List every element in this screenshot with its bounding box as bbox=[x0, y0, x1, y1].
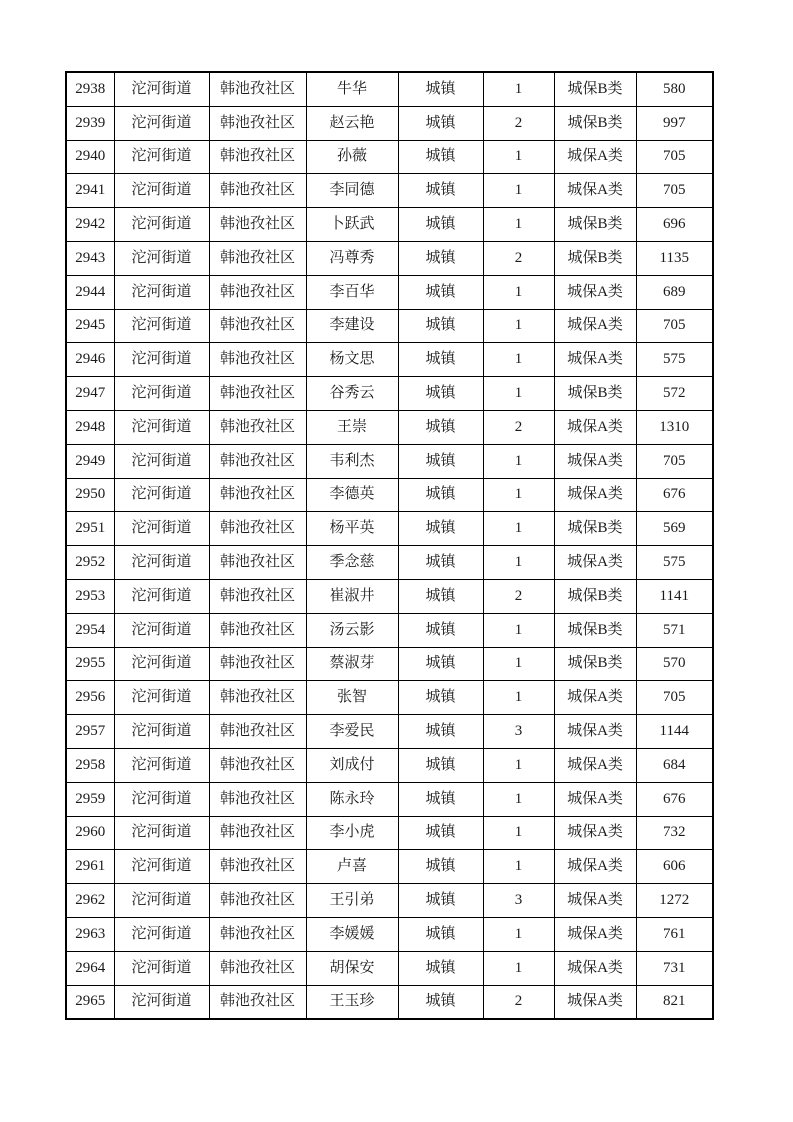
cell-community: 韩池孜社区 bbox=[209, 106, 306, 140]
cell-street: 沱河街道 bbox=[114, 241, 209, 275]
cell-category: 城镇 bbox=[398, 917, 483, 951]
cell-insurance-type: 城保A类 bbox=[554, 343, 636, 377]
table-row bbox=[66, 782, 713, 816]
cell-category: 城镇 bbox=[398, 241, 483, 275]
cell-community: 韩池孜社区 bbox=[209, 917, 306, 951]
cell-insurance-type: 城保A类 bbox=[554, 951, 636, 985]
cell-person-name: 王崇 bbox=[306, 410, 398, 444]
table-row bbox=[66, 275, 713, 309]
cell-person-name: 李爱民 bbox=[306, 715, 398, 749]
cell-street: 沱河街道 bbox=[114, 782, 209, 816]
cell-person-name: 王玉珍 bbox=[306, 985, 398, 1019]
cell-street: 沱河街道 bbox=[114, 748, 209, 782]
cell-count: 2 bbox=[483, 410, 554, 444]
table-row bbox=[66, 985, 713, 1019]
cell-category: 城镇 bbox=[398, 850, 483, 884]
cell-insurance-type: 城保A类 bbox=[554, 140, 636, 174]
cell-id: 2942 bbox=[66, 208, 114, 242]
cell-id: 2951 bbox=[66, 512, 114, 546]
cell-category: 城镇 bbox=[398, 72, 483, 106]
cell-community: 韩池孜社区 bbox=[209, 140, 306, 174]
cell-street: 沱河街道 bbox=[114, 343, 209, 377]
cell-street: 沱河街道 bbox=[114, 140, 209, 174]
cell-community: 韩池孜社区 bbox=[209, 647, 306, 681]
cell-id: 2964 bbox=[66, 951, 114, 985]
cell-person-name: 李建设 bbox=[306, 309, 398, 343]
cell-community: 韩池孜社区 bbox=[209, 748, 306, 782]
cell-id: 2953 bbox=[66, 579, 114, 613]
cell-insurance-type: 城保A类 bbox=[554, 478, 636, 512]
cell-count: 1 bbox=[483, 512, 554, 546]
cell-person-name: 王引弟 bbox=[306, 884, 398, 918]
cell-street: 沱河街道 bbox=[114, 579, 209, 613]
records-table-body bbox=[66, 72, 713, 1019]
cell-category: 城镇 bbox=[398, 884, 483, 918]
table-row bbox=[66, 410, 713, 444]
cell-community: 韩池孜社区 bbox=[209, 546, 306, 580]
cell-amount: 696 bbox=[636, 208, 713, 242]
cell-amount: 572 bbox=[636, 377, 713, 411]
cell-insurance-type: 城保A类 bbox=[554, 715, 636, 749]
cell-street: 沱河街道 bbox=[114, 850, 209, 884]
cell-person-name: 李同德 bbox=[306, 174, 398, 208]
cell-person-name: 杨平英 bbox=[306, 512, 398, 546]
table-row bbox=[66, 613, 713, 647]
records-table bbox=[65, 71, 714, 1020]
cell-count: 1 bbox=[483, 546, 554, 580]
cell-category: 城镇 bbox=[398, 343, 483, 377]
cell-person-name: 牛华 bbox=[306, 72, 398, 106]
cell-count: 1 bbox=[483, 140, 554, 174]
cell-insurance-type: 城保A类 bbox=[554, 816, 636, 850]
cell-count: 1 bbox=[483, 309, 554, 343]
cell-community: 韩池孜社区 bbox=[209, 241, 306, 275]
cell-person-name: 杨文思 bbox=[306, 343, 398, 377]
cell-person-name: 李媛媛 bbox=[306, 917, 398, 951]
cell-person-name: 李百华 bbox=[306, 275, 398, 309]
table-row bbox=[66, 106, 713, 140]
table-row bbox=[66, 748, 713, 782]
cell-street: 沱河街道 bbox=[114, 951, 209, 985]
cell-amount: 1144 bbox=[636, 715, 713, 749]
cell-community: 韩池孜社区 bbox=[209, 951, 306, 985]
cell-person-name: 冯尊秀 bbox=[306, 241, 398, 275]
cell-amount: 684 bbox=[636, 748, 713, 782]
cell-category: 城镇 bbox=[398, 681, 483, 715]
cell-street: 沱河街道 bbox=[114, 546, 209, 580]
cell-amount: 705 bbox=[636, 174, 713, 208]
cell-amount: 676 bbox=[636, 782, 713, 816]
cell-amount: 705 bbox=[636, 444, 713, 478]
table-row bbox=[66, 917, 713, 951]
cell-street: 沱河街道 bbox=[114, 917, 209, 951]
cell-count: 1 bbox=[483, 613, 554, 647]
cell-person-name: 李小虎 bbox=[306, 816, 398, 850]
table-row bbox=[66, 579, 713, 613]
cell-insurance-type: 城保B类 bbox=[554, 377, 636, 411]
cell-id: 2952 bbox=[66, 546, 114, 580]
cell-id: 2939 bbox=[66, 106, 114, 140]
table-row bbox=[66, 884, 713, 918]
cell-amount: 1135 bbox=[636, 241, 713, 275]
cell-amount: 569 bbox=[636, 512, 713, 546]
cell-amount: 580 bbox=[636, 72, 713, 106]
cell-category: 城镇 bbox=[398, 478, 483, 512]
cell-insurance-type: 城保A类 bbox=[554, 410, 636, 444]
cell-count: 1 bbox=[483, 681, 554, 715]
cell-person-name: 李德英 bbox=[306, 478, 398, 512]
cell-count: 2 bbox=[483, 106, 554, 140]
cell-insurance-type: 城保A类 bbox=[554, 917, 636, 951]
cell-category: 城镇 bbox=[398, 715, 483, 749]
table-row bbox=[66, 72, 713, 106]
cell-community: 韩池孜社区 bbox=[209, 884, 306, 918]
cell-street: 沱河街道 bbox=[114, 410, 209, 444]
cell-amount: 732 bbox=[636, 816, 713, 850]
cell-street: 沱河街道 bbox=[114, 647, 209, 681]
cell-street: 沱河街道 bbox=[114, 613, 209, 647]
cell-category: 城镇 bbox=[398, 985, 483, 1019]
cell-id: 2946 bbox=[66, 343, 114, 377]
cell-insurance-type: 城保A类 bbox=[554, 309, 636, 343]
cell-community: 韩池孜社区 bbox=[209, 275, 306, 309]
cell-id: 2948 bbox=[66, 410, 114, 444]
cell-id: 2955 bbox=[66, 647, 114, 681]
cell-amount: 689 bbox=[636, 275, 713, 309]
cell-insurance-type: 城保B类 bbox=[554, 106, 636, 140]
cell-street: 沱河街道 bbox=[114, 444, 209, 478]
cell-insurance-type: 城保A类 bbox=[554, 748, 636, 782]
cell-insurance-type: 城保B类 bbox=[554, 613, 636, 647]
cell-category: 城镇 bbox=[398, 140, 483, 174]
cell-amount: 1310 bbox=[636, 410, 713, 444]
cell-id: 2965 bbox=[66, 985, 114, 1019]
cell-id: 2960 bbox=[66, 816, 114, 850]
cell-id: 2959 bbox=[66, 782, 114, 816]
cell-count: 1 bbox=[483, 478, 554, 512]
cell-street: 沱河街道 bbox=[114, 377, 209, 411]
cell-amount: 575 bbox=[636, 343, 713, 377]
table-row bbox=[66, 951, 713, 985]
cell-street: 沱河街道 bbox=[114, 208, 209, 242]
cell-amount: 705 bbox=[636, 309, 713, 343]
cell-community: 韩池孜社区 bbox=[209, 715, 306, 749]
cell-category: 城镇 bbox=[398, 951, 483, 985]
cell-community: 韩池孜社区 bbox=[209, 579, 306, 613]
cell-id: 2941 bbox=[66, 174, 114, 208]
cell-person-name: 蔡淑芽 bbox=[306, 647, 398, 681]
table-row bbox=[66, 377, 713, 411]
cell-id: 2957 bbox=[66, 715, 114, 749]
cell-id: 2958 bbox=[66, 748, 114, 782]
cell-category: 城镇 bbox=[398, 208, 483, 242]
table-row bbox=[66, 343, 713, 377]
cell-id: 2945 bbox=[66, 309, 114, 343]
cell-insurance-type: 城保A类 bbox=[554, 782, 636, 816]
cell-category: 城镇 bbox=[398, 782, 483, 816]
cell-insurance-type: 城保B类 bbox=[554, 241, 636, 275]
cell-community: 韩池孜社区 bbox=[209, 444, 306, 478]
cell-community: 韩池孜社区 bbox=[209, 410, 306, 444]
cell-category: 城镇 bbox=[398, 444, 483, 478]
cell-community: 韩池孜社区 bbox=[209, 985, 306, 1019]
cell-community: 韩池孜社区 bbox=[209, 613, 306, 647]
cell-id: 2962 bbox=[66, 884, 114, 918]
cell-community: 韩池孜社区 bbox=[209, 782, 306, 816]
cell-street: 沱河街道 bbox=[114, 884, 209, 918]
cell-amount: 570 bbox=[636, 647, 713, 681]
table-row bbox=[66, 647, 713, 681]
cell-amount: 606 bbox=[636, 850, 713, 884]
cell-count: 3 bbox=[483, 884, 554, 918]
cell-street: 沱河街道 bbox=[114, 72, 209, 106]
cell-amount: 571 bbox=[636, 613, 713, 647]
cell-street: 沱河街道 bbox=[114, 478, 209, 512]
cell-street: 沱河街道 bbox=[114, 512, 209, 546]
cell-id: 2949 bbox=[66, 444, 114, 478]
cell-insurance-type: 城保A类 bbox=[554, 884, 636, 918]
cell-community: 韩池孜社区 bbox=[209, 377, 306, 411]
cell-community: 韩池孜社区 bbox=[209, 174, 306, 208]
cell-id: 2954 bbox=[66, 613, 114, 647]
cell-community: 韩池孜社区 bbox=[209, 478, 306, 512]
table-row bbox=[66, 309, 713, 343]
cell-person-name: 卜跃武 bbox=[306, 208, 398, 242]
cell-count: 2 bbox=[483, 985, 554, 1019]
cell-count: 1 bbox=[483, 444, 554, 478]
cell-community: 韩池孜社区 bbox=[209, 681, 306, 715]
cell-count: 1 bbox=[483, 377, 554, 411]
cell-category: 城镇 bbox=[398, 410, 483, 444]
cell-id: 2944 bbox=[66, 275, 114, 309]
cell-count: 1 bbox=[483, 816, 554, 850]
cell-person-name: 陈永玲 bbox=[306, 782, 398, 816]
cell-insurance-type: 城保B类 bbox=[554, 579, 636, 613]
cell-amount: 761 bbox=[636, 917, 713, 951]
cell-category: 城镇 bbox=[398, 546, 483, 580]
cell-community: 韩池孜社区 bbox=[209, 816, 306, 850]
cell-street: 沱河街道 bbox=[114, 715, 209, 749]
cell-category: 城镇 bbox=[398, 275, 483, 309]
cell-id: 2947 bbox=[66, 377, 114, 411]
cell-insurance-type: 城保A类 bbox=[554, 275, 636, 309]
cell-person-name: 胡保安 bbox=[306, 951, 398, 985]
cell-insurance-type: 城保B类 bbox=[554, 647, 636, 681]
cell-street: 沱河街道 bbox=[114, 106, 209, 140]
cell-count: 2 bbox=[483, 579, 554, 613]
cell-street: 沱河街道 bbox=[114, 174, 209, 208]
table-row bbox=[66, 512, 713, 546]
cell-amount: 731 bbox=[636, 951, 713, 985]
cell-street: 沱河街道 bbox=[114, 275, 209, 309]
cell-street: 沱河街道 bbox=[114, 985, 209, 1019]
cell-street: 沱河街道 bbox=[114, 816, 209, 850]
table-row bbox=[66, 715, 713, 749]
cell-person-name: 韦利杰 bbox=[306, 444, 398, 478]
cell-amount: 705 bbox=[636, 681, 713, 715]
cell-id: 2938 bbox=[66, 72, 114, 106]
cell-count: 1 bbox=[483, 782, 554, 816]
table-row bbox=[66, 241, 713, 275]
cell-street: 沱河街道 bbox=[114, 681, 209, 715]
cell-insurance-type: 城保A类 bbox=[554, 850, 636, 884]
cell-count: 1 bbox=[483, 174, 554, 208]
table-row bbox=[66, 174, 713, 208]
cell-count: 1 bbox=[483, 343, 554, 377]
cell-id: 2950 bbox=[66, 478, 114, 512]
cell-id: 2956 bbox=[66, 681, 114, 715]
table-row bbox=[66, 546, 713, 580]
cell-amount: 676 bbox=[636, 478, 713, 512]
cell-category: 城镇 bbox=[398, 613, 483, 647]
cell-person-name: 孙薇 bbox=[306, 140, 398, 174]
cell-insurance-type: 城保B类 bbox=[554, 208, 636, 242]
cell-count: 2 bbox=[483, 241, 554, 275]
cell-count: 1 bbox=[483, 951, 554, 985]
table-row bbox=[66, 478, 713, 512]
cell-category: 城镇 bbox=[398, 748, 483, 782]
cell-category: 城镇 bbox=[398, 579, 483, 613]
cell-category: 城镇 bbox=[398, 174, 483, 208]
cell-count: 1 bbox=[483, 72, 554, 106]
cell-amount: 575 bbox=[636, 546, 713, 580]
cell-count: 1 bbox=[483, 208, 554, 242]
cell-person-name: 汤云影 bbox=[306, 613, 398, 647]
cell-count: 1 bbox=[483, 850, 554, 884]
cell-community: 韩池孜社区 bbox=[209, 208, 306, 242]
cell-count: 1 bbox=[483, 917, 554, 951]
cell-insurance-type: 城保A类 bbox=[554, 546, 636, 580]
cell-category: 城镇 bbox=[398, 647, 483, 681]
table-row bbox=[66, 850, 713, 884]
cell-community: 韩池孜社区 bbox=[209, 343, 306, 377]
cell-person-name: 刘成付 bbox=[306, 748, 398, 782]
cell-id: 2940 bbox=[66, 140, 114, 174]
cell-community: 韩池孜社区 bbox=[209, 309, 306, 343]
cell-amount: 1272 bbox=[636, 884, 713, 918]
cell-person-name: 崔淑井 bbox=[306, 579, 398, 613]
cell-category: 城镇 bbox=[398, 377, 483, 411]
table-row bbox=[66, 444, 713, 478]
cell-insurance-type: 城保B类 bbox=[554, 512, 636, 546]
cell-person-name: 卢喜 bbox=[306, 850, 398, 884]
cell-person-name: 张智 bbox=[306, 681, 398, 715]
cell-insurance-type: 城保A类 bbox=[554, 174, 636, 208]
cell-category: 城镇 bbox=[398, 106, 483, 140]
cell-insurance-type: 城保A类 bbox=[554, 681, 636, 715]
cell-count: 1 bbox=[483, 748, 554, 782]
cell-amount: 705 bbox=[636, 140, 713, 174]
cell-person-name: 赵云艳 bbox=[306, 106, 398, 140]
cell-category: 城镇 bbox=[398, 512, 483, 546]
cell-insurance-type: 城保A类 bbox=[554, 985, 636, 1019]
cell-count: 3 bbox=[483, 715, 554, 749]
table-row bbox=[66, 681, 713, 715]
cell-category: 城镇 bbox=[398, 816, 483, 850]
cell-amount: 1141 bbox=[636, 579, 713, 613]
cell-amount: 997 bbox=[636, 106, 713, 140]
cell-insurance-type: 城保B类 bbox=[554, 72, 636, 106]
cell-id: 2963 bbox=[66, 917, 114, 951]
cell-person-name: 季念慈 bbox=[306, 546, 398, 580]
cell-category: 城镇 bbox=[398, 309, 483, 343]
cell-count: 1 bbox=[483, 647, 554, 681]
cell-insurance-type: 城保A类 bbox=[554, 444, 636, 478]
cell-street: 沱河街道 bbox=[114, 309, 209, 343]
table-row bbox=[66, 816, 713, 850]
cell-id: 2943 bbox=[66, 241, 114, 275]
table-row bbox=[66, 208, 713, 242]
cell-community: 韩池孜社区 bbox=[209, 850, 306, 884]
cell-id: 2961 bbox=[66, 850, 114, 884]
cell-count: 1 bbox=[483, 275, 554, 309]
cell-community: 韩池孜社区 bbox=[209, 72, 306, 106]
cell-community: 韩池孜社区 bbox=[209, 512, 306, 546]
cell-person-name: 谷秀云 bbox=[306, 377, 398, 411]
table-row bbox=[66, 140, 713, 174]
cell-amount: 821 bbox=[636, 985, 713, 1019]
